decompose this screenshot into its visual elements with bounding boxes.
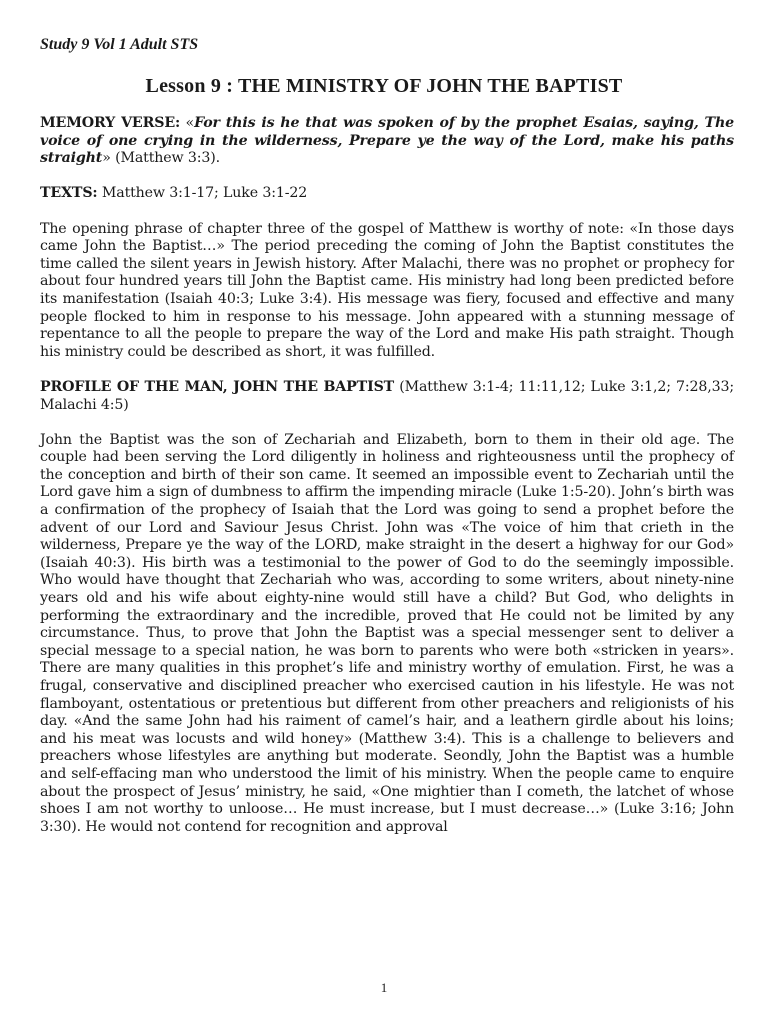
profile-paragraph: John the Baptist was the son of Zechariah and Elizabeth, born to them in their old age. The couple had been serving the Lord diligently in holiness and righteousness until the prophecy of the conception and birth of their son came. It seemed an impossible event to Zechariah until the Lord gave him a sign of dumbness to affirm the impending miracle (Luke 1:5-20). John’s birth was a confirmation of the prophecy of Isaiah that the Lord was going to send a prophet before the advent of our Lord and Saviour Jesus Christ. John was «The voice of him that crieth in the wilderness, Prepare ye the way of the LORD, make straight in the desert a highway for our God» (Isaiah 40:3). His birth was a testimonial to the power of God to do the seemingly impossible. Who would have thought that Zechariah who was, according to some writers, about ninety-nine years old and his wife about eighty-nine would still have a child? But God, who delights in performing the extraordinary and the incredible, proved that He could not be limited by any circumstance. Thus, to prove that John the Baptist was a special messenger sent to deliver a special message to a special nation, he was born to parents who were both «stricken in years». There are many qualities in this prophet’s life and ministry worthy of emulation. First, he was a frugal, conservative and disciplined preacher who exercised caution in his lifestyle. He was not flamboyant, ostentatious or pretentious but different from other preachers and religionists of his day. «And the same John had his raiment of camel’s hair, and a leathern girdle about his loins; and his meat was locusts and wild honey» (Matthew 3:4). This is a challenge to believers and preachers whose lifestyles are anything but moderate. Seondly, John the Baptist was a humble and self-effacing man who understood the limit of his ministry. When the people came to enquire about the prospect of Jesus’ ministry, he said, «One mightier than I cometh, the latchet of whose shoes I am not worthy to unloose… He must increase, but I must decrease…» (Luke 3:16; John 3:30). He would not contend for recognition and approval (40, 431, 734, 835)
memory-verse (40, 115, 734, 168)
memory-verse-label: MEMORY VERSE: (40, 115, 181, 131)
study-header: Study 9 Vol 1 Adult STS (40, 36, 199, 53)
memory-verse-reference: » (Matthew 3:3). (102, 150, 220, 167)
page-number: 1 (380, 980, 388, 995)
lesson-title: Lesson 9 : THE MINISTRY OF JOHN THE BAPTIST (145, 75, 623, 97)
memory-verse-text: For this is he that was spoken of by the prophet Esaias, saying, The voice of one crying in the wilderness, Prepare ye the way of the Lord, make his paths straight (40, 115, 735, 167)
memory-verse-open-quote: « (180, 115, 195, 131)
texts-label: TEXTS: (40, 185, 98, 202)
intro-paragraph: The opening phrase of chapter three of the gospel of Matthew is worthy of note: «In those days came John the Baptist…» The period preceding the coming of John the Baptist constitutes the time called the silent years in Jewish history. After Malachi, there was no prophet or prophecy for about four hundred years till John the Baptist came. His ministry had long been predicted before its manifestation (Isaiah 40:3; Luke 3:4). His message was fiery, focused and effective and many people flocked to him in response to his message. John appeared with a stunning message of repentance to all the people to prepare the way of the Lord and make His path straight. Though his ministry could be described as short, it was fulfilled. (40, 220, 734, 360)
profile-heading (40, 379, 734, 414)
profile-heading-title: PROFILE OF THE MAN, JOHN THE BAPTIST (40, 378, 395, 395)
profile-heading-refs: (Matthew 3:1-4; 11:11,12; Luke 3:1,2; 7:28,33; Malachi 4:5) (40, 378, 734, 413)
lesson-body (40, 115, 734, 854)
texts-value: Matthew 3:1-17; Luke 3:1-22 (97, 185, 308, 202)
texts-line (40, 185, 734, 203)
